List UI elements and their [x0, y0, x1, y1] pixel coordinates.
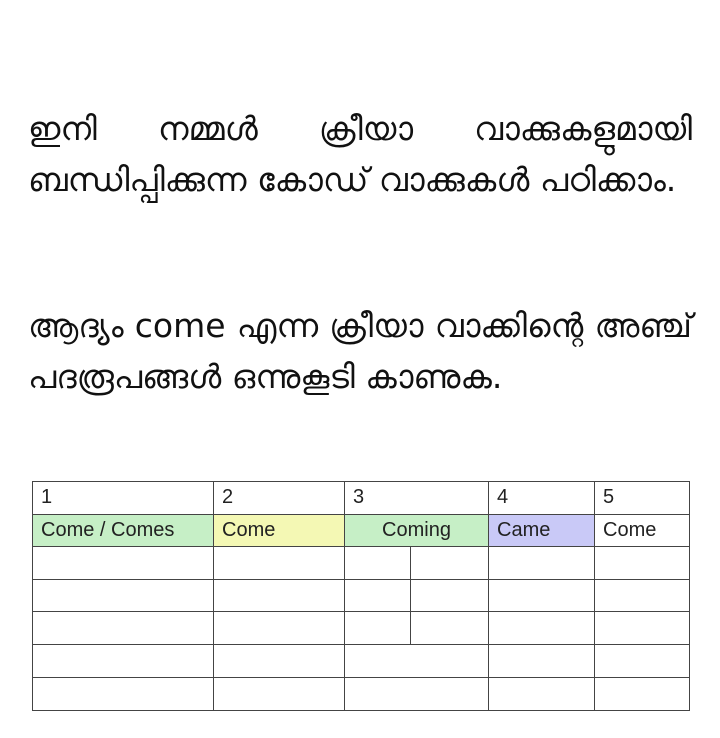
empty-cell — [411, 612, 489, 645]
verb-forms-table — [32, 481, 690, 711]
empty-cell — [595, 645, 690, 678]
empty-cell — [489, 546, 595, 579]
empty-cell — [214, 546, 345, 579]
empty-cell — [33, 546, 214, 579]
empty-cell — [33, 612, 214, 645]
empty-cell — [345, 579, 411, 612]
column-number-5: 5 — [595, 482, 690, 515]
empty-cell — [489, 678, 595, 711]
empty-cell — [214, 645, 345, 678]
table-header-row — [33, 482, 690, 515]
empty-cell — [33, 579, 214, 612]
empty-cell — [345, 678, 489, 711]
table-row — [33, 678, 690, 711]
empty-cell — [411, 579, 489, 612]
empty-cell — [214, 612, 345, 645]
empty-cell — [595, 579, 690, 612]
empty-cell — [214, 579, 345, 612]
column-number-1: 1 — [33, 482, 214, 515]
table-row — [33, 645, 690, 678]
verb-form-cell-4: Came — [489, 514, 595, 546]
intro-paragraph: ഇനി നമ്മൾ ക്രീയാ വാക്കുകളുമായി ബന്ധിപ്പിക്കുന്ന കോഡ് വാക്കുകൾ പഠിക്കാം. — [28, 109, 692, 199]
empty-cell — [595, 678, 690, 711]
empty-cell — [595, 546, 690, 579]
column-number-4: 4 — [489, 482, 595, 515]
table-row — [33, 612, 690, 645]
verb-form-cell-3: Coming — [345, 514, 489, 546]
empty-cell — [595, 612, 690, 645]
empty-cell — [489, 645, 595, 678]
table-row — [33, 579, 690, 612]
empty-cell — [411, 546, 489, 579]
empty-cell — [345, 546, 411, 579]
column-number-3: 3 — [345, 482, 489, 515]
empty-cell — [214, 678, 345, 711]
empty-cell — [33, 678, 214, 711]
empty-cell — [489, 579, 595, 612]
empty-cell — [345, 612, 411, 645]
column-number-2: 2 — [214, 482, 345, 515]
empty-cell — [345, 645, 489, 678]
empty-cell — [33, 645, 214, 678]
verb-form-cell-2: Come — [214, 514, 345, 546]
verb-form-cell-1: Come / Comes — [33, 514, 214, 546]
instruction-paragraph: ആദ്യം come എന്ന ക്രീയാ വാക്കിന്റെ അഞ്ച് പദരൂപങ്ങൾ ഒന്നുകൂടി കാണുക. — [28, 306, 692, 396]
verb-forms-row — [33, 514, 690, 546]
table-row — [33, 546, 690, 579]
verb-form-cell-5: Come — [595, 514, 690, 546]
empty-cell — [489, 612, 595, 645]
